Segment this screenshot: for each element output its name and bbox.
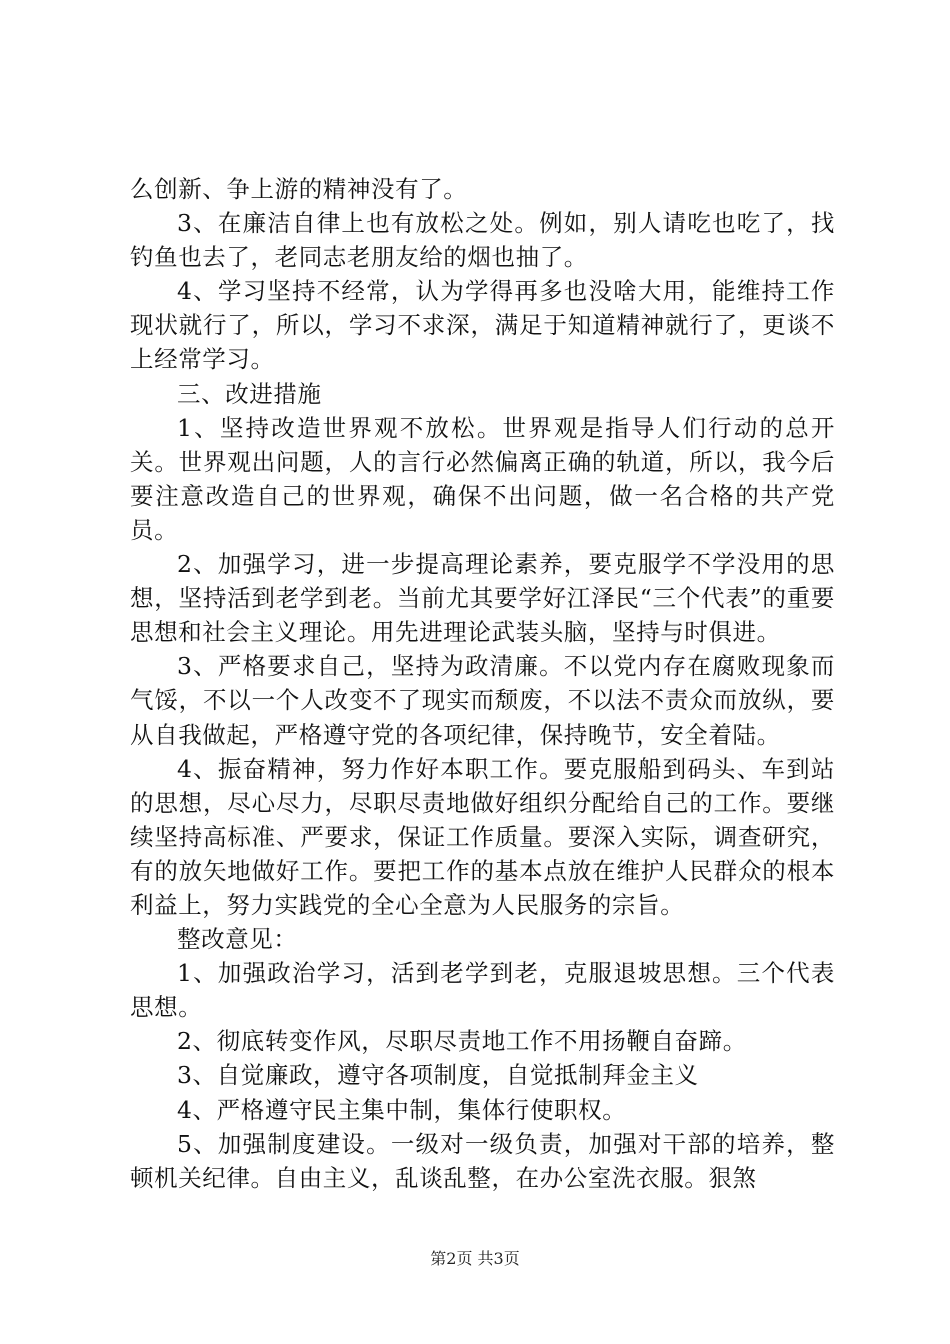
page-number-footer: 第2页 共3页 xyxy=(430,1249,520,1268)
paragraph: 1、坚持改造世界观不放松。世界观是指导人们行动的总开关。世界观出问题，人的言行必然偏离正确的轨道，所以，我今后要注意改造自己的世界观，确保不出问题，做一名合格的共产党员。 xyxy=(130,413,835,544)
paragraph: 4、振奋精神，努力作好本职工作。要克服船到码头、车到站的思想，尽心尽力，尽职尽责地做好组织分配给自己的工作。要继续坚持高标准、严要求，保证工作质量。要深入实际，调查研究，有的放矢地做好工作。要把工作的基本点放在维护人民群众的根本利益上，努力实践党的全心全意为人民服务的宗旨。 xyxy=(130,754,835,919)
section-heading: 整改意见： xyxy=(177,925,298,954)
paragraph: 3、自觉廉政，遵守各项制度，自觉抵制拜金主义 xyxy=(177,1061,699,1090)
paragraph: 4、学习坚持不经常，认为学得再多也没啥大用，能维持工作现状就行了，所以，学习不求深，满足于知道精神就行了，更谈不上经常学习。 xyxy=(130,277,835,374)
paragraph: 1、加强政治学习，活到老学到老，克服退坡思想。三个代表思想。 xyxy=(130,959,835,1022)
paragraph: 3、严格要求自己，坚持为政清廉。不以党内存在腐败现象而气馁，不以一个人改变不了现实而颓废，不以法不责众而放纵，要从自我做起，严格遵守党的各项纪律，保持晚节，安全着陆。 xyxy=(130,652,835,749)
paragraph: 4、严格遵守民主集中制，集体行使职权。 xyxy=(177,1095,627,1124)
paragraph: 3、在廉洁自律上也有放松之处。例如，别人请吃也吃了，找钓鱼也去了，老同志老朋友给的烟也抽了。 xyxy=(130,209,835,272)
document-body xyxy=(130,172,835,1195)
paragraph: 2、彻底转变作风，尽职尽责地工作不用扬鞭自奋蹄。 xyxy=(177,1027,747,1056)
paragraph: 么创新、争上游的精神没有了。 xyxy=(130,175,468,203)
section-heading: 三、改进措施 xyxy=(177,379,322,408)
paragraph: 5、加强制度建设。一级对一级负责，加强对干部的培养，整顿机关纪律。自由主义，乱谈乱整，在办公室洗衣服。狠煞 xyxy=(130,1129,835,1192)
paragraph: 2、加强学习，进一步提高理论素养，要克服学不学没用的思想，坚持活到老学到老。当前尤其要学好江泽民“三个代表”的重要思想和社会主义理论。用先进理论武装头脑，坚持与时俱进。 xyxy=(130,550,835,647)
